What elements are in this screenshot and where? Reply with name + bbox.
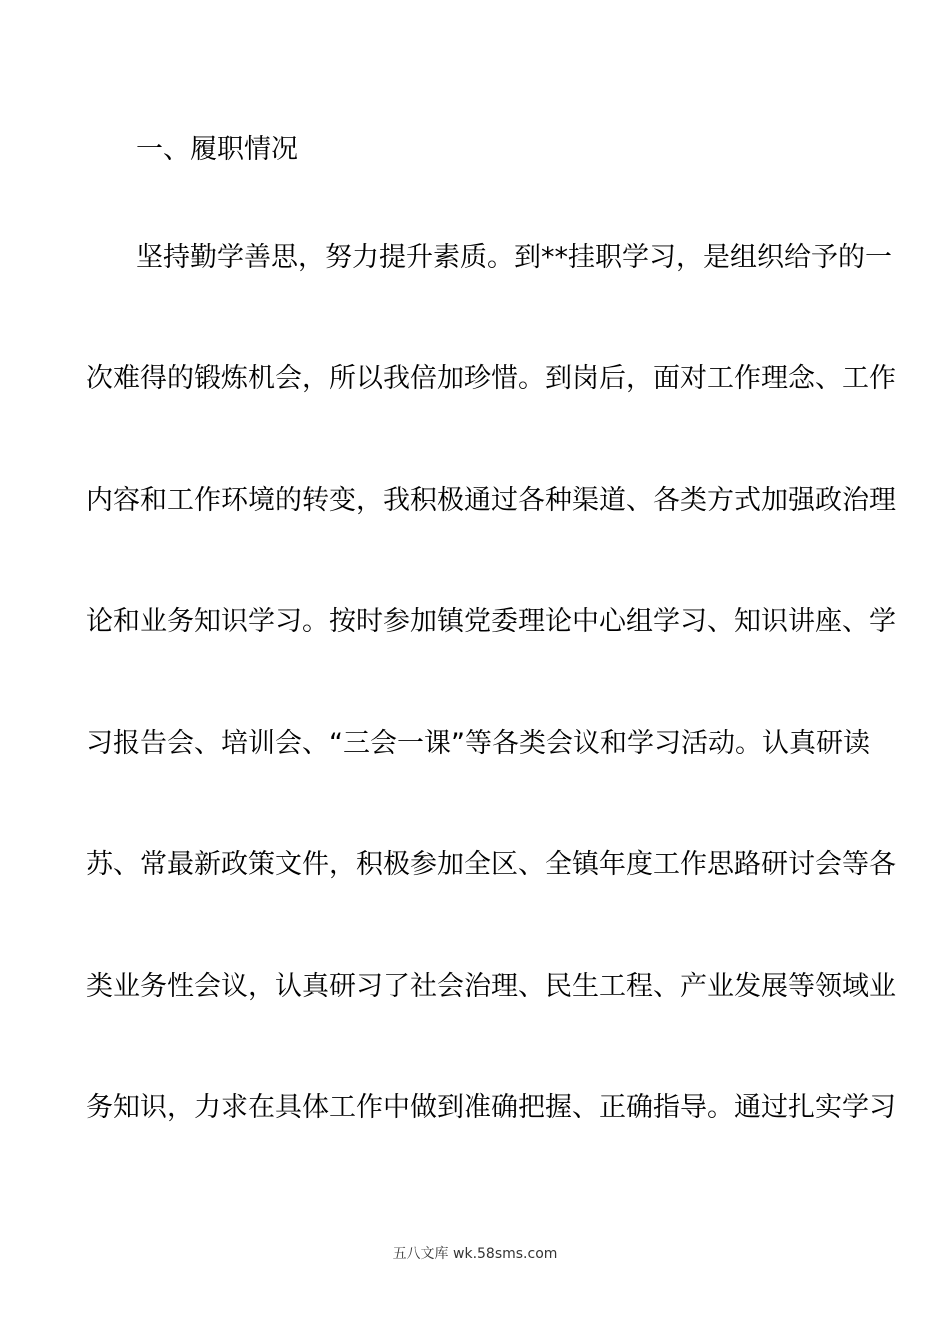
paragraph-line: 内容和工作环境的转变，我积极通过各种渠道、各类方式加强政治理 xyxy=(86,485,896,516)
paragraph-line: 苏、常最新政策文件，积极参加全区、全镇年度工作思路研讨会等各 xyxy=(86,849,896,880)
section-heading: 一、履职情况 xyxy=(136,134,298,165)
paragraph-line: 坚持勤学善思，努力提升素质。到**挂职学习，是组织给予的一 xyxy=(136,242,892,273)
footer-watermark: 五八文库 wk.58sms.com xyxy=(392,1246,558,1262)
paragraph-line: 次难得的锻炼机会，所以我倍加珍惜。到岗后，面对工作理念、工作 xyxy=(86,363,896,394)
paragraph-line: 类业务性会议，认真研习了社会治理、民生工程、产业发展等领域业 xyxy=(86,971,896,1002)
paragraph-line: 习报告会、培训会、“三会一课”等各类会议和学习活动。认真研读 xyxy=(86,728,870,759)
paragraph-line: 务知识，力求在具体工作中做到准确把握、正确指导。通过扎实学习 xyxy=(86,1092,896,1123)
paragraph-line: 论和业务知识学习。按时参加镇党委理论中心组学习、知识讲座、学 xyxy=(86,606,896,637)
